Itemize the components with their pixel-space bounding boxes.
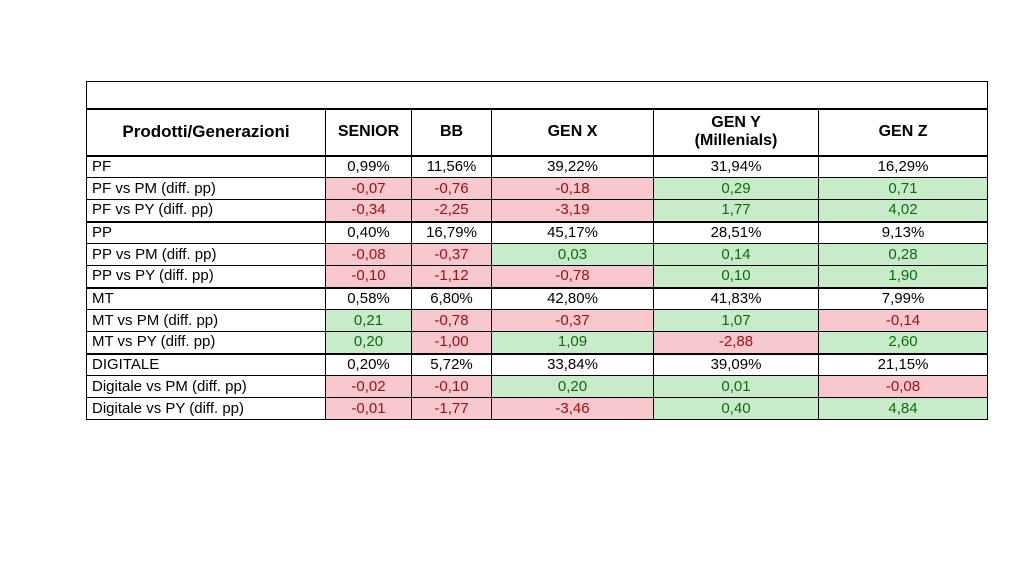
row-label: Digitale vs PM (diff. pp) <box>87 376 326 398</box>
row-label: MT vs PY (diff. pp) <box>87 332 326 354</box>
table-title-row <box>87 82 988 109</box>
cell-bb: -0,10 <box>412 376 492 398</box>
table-row <box>87 332 988 354</box>
cell-gen-x: 0,03 <box>492 244 654 266</box>
header-gen-z: GEN Z <box>819 109 988 156</box>
header-gen-y-label: GEN Y <box>711 114 761 131</box>
cell-gen-x: -0,37 <box>492 310 654 332</box>
table-header-row <box>87 109 988 156</box>
row-label: Digitale vs PY (diff. pp) <box>87 398 326 420</box>
cell-bb: -1,00 <box>412 332 492 354</box>
cell-senior: -0,34 <box>326 200 412 222</box>
row-label: MT vs PM (diff. pp) <box>87 310 326 332</box>
cell-bb: 5,72% <box>412 354 492 376</box>
table-row <box>87 244 988 266</box>
cell-gen-z: 1,90 <box>819 266 988 288</box>
table-row <box>87 222 988 244</box>
cell-senior: -0,02 <box>326 376 412 398</box>
cell-gen-x: -0,78 <box>492 266 654 288</box>
header-gen-y <box>654 109 819 156</box>
row-label: PF vs PM (diff. pp) <box>87 178 326 200</box>
cell-gen-x: 42,80% <box>492 288 654 310</box>
cell-bb: -1,12 <box>412 266 492 288</box>
cell-senior: 0,20% <box>326 354 412 376</box>
cell-gen-x: 39,22% <box>492 156 654 178</box>
header-gen-y-sublabel: (Millenials) <box>694 132 778 149</box>
cell-gen-z: 16,29% <box>819 156 988 178</box>
row-label: PF <box>87 156 326 178</box>
cell-bb: 6,80% <box>412 288 492 310</box>
cell-bb: 11,56% <box>412 156 492 178</box>
cell-gen-z: 2,60 <box>819 332 988 354</box>
table-title-cell <box>87 82 988 109</box>
cell-gen-z: 4,84 <box>819 398 988 420</box>
cell-bb: -0,37 <box>412 244 492 266</box>
cell-gen-x: 1,09 <box>492 332 654 354</box>
header-prodotti-generazioni: Prodotti/Generazioni <box>87 109 326 156</box>
header-senior: SENIOR <box>326 109 412 156</box>
row-label: DIGITALE <box>87 354 326 376</box>
cell-bb: -1,77 <box>412 398 492 420</box>
header-bb: BB <box>412 109 492 156</box>
cell-senior: 0,20 <box>326 332 412 354</box>
table-row <box>87 310 988 332</box>
row-label: MT <box>87 288 326 310</box>
cell-senior: 0,21 <box>326 310 412 332</box>
cell-gen-x: 0,20 <box>492 376 654 398</box>
row-label: PP vs PM (diff. pp) <box>87 244 326 266</box>
table-body <box>87 82 988 420</box>
table-row <box>87 376 988 398</box>
cell-gen-x: 45,17% <box>492 222 654 244</box>
cell-gen-y: 0,40 <box>654 398 819 420</box>
cell-gen-x: 33,84% <box>492 354 654 376</box>
cell-senior: 0,40% <box>326 222 412 244</box>
cell-gen-z: 9,13% <box>819 222 988 244</box>
cell-gen-y: 31,94% <box>654 156 819 178</box>
cell-senior: -0,08 <box>326 244 412 266</box>
cell-gen-x: -0,18 <box>492 178 654 200</box>
cell-senior: -0,01 <box>326 398 412 420</box>
cell-gen-y: 39,09% <box>654 354 819 376</box>
cell-bb: -0,78 <box>412 310 492 332</box>
cell-gen-x: -3,46 <box>492 398 654 420</box>
table-row <box>87 266 988 288</box>
cell-gen-z: -0,14 <box>819 310 988 332</box>
cell-senior: 0,99% <box>326 156 412 178</box>
table-row <box>87 156 988 178</box>
cell-gen-z: 21,15% <box>819 354 988 376</box>
row-label: PP <box>87 222 326 244</box>
cell-gen-z: -0,08 <box>819 376 988 398</box>
cell-gen-y: 0,29 <box>654 178 819 200</box>
cell-gen-z: 7,99% <box>819 288 988 310</box>
table-row <box>87 398 988 420</box>
table-row <box>87 354 988 376</box>
row-label: PP vs PY (diff. pp) <box>87 266 326 288</box>
cell-gen-y: 0,14 <box>654 244 819 266</box>
cell-gen-y: 1,77 <box>654 200 819 222</box>
table-row <box>87 288 988 310</box>
cell-gen-x: -3,19 <box>492 200 654 222</box>
cell-gen-z: 0,28 <box>819 244 988 266</box>
data-table-container <box>86 81 987 420</box>
cell-bb: -2,25 <box>412 200 492 222</box>
cell-gen-z: 0,71 <box>819 178 988 200</box>
generations-table <box>86 81 988 420</box>
cell-gen-y: -2,88 <box>654 332 819 354</box>
cell-bb: 16,79% <box>412 222 492 244</box>
table-row <box>87 178 988 200</box>
cell-gen-y: 28,51% <box>654 222 819 244</box>
cell-senior: 0,58% <box>326 288 412 310</box>
header-gen-x: GEN X <box>492 109 654 156</box>
cell-gen-z: 4,02 <box>819 200 988 222</box>
cell-gen-y: 41,83% <box>654 288 819 310</box>
cell-senior: -0,10 <box>326 266 412 288</box>
cell-gen-y: 1,07 <box>654 310 819 332</box>
table-row <box>87 200 988 222</box>
row-label: PF vs PY (diff. pp) <box>87 200 326 222</box>
cell-gen-y: 0,01 <box>654 376 819 398</box>
cell-gen-y: 0,10 <box>654 266 819 288</box>
cell-senior: -0,07 <box>326 178 412 200</box>
cell-bb: -0,76 <box>412 178 492 200</box>
